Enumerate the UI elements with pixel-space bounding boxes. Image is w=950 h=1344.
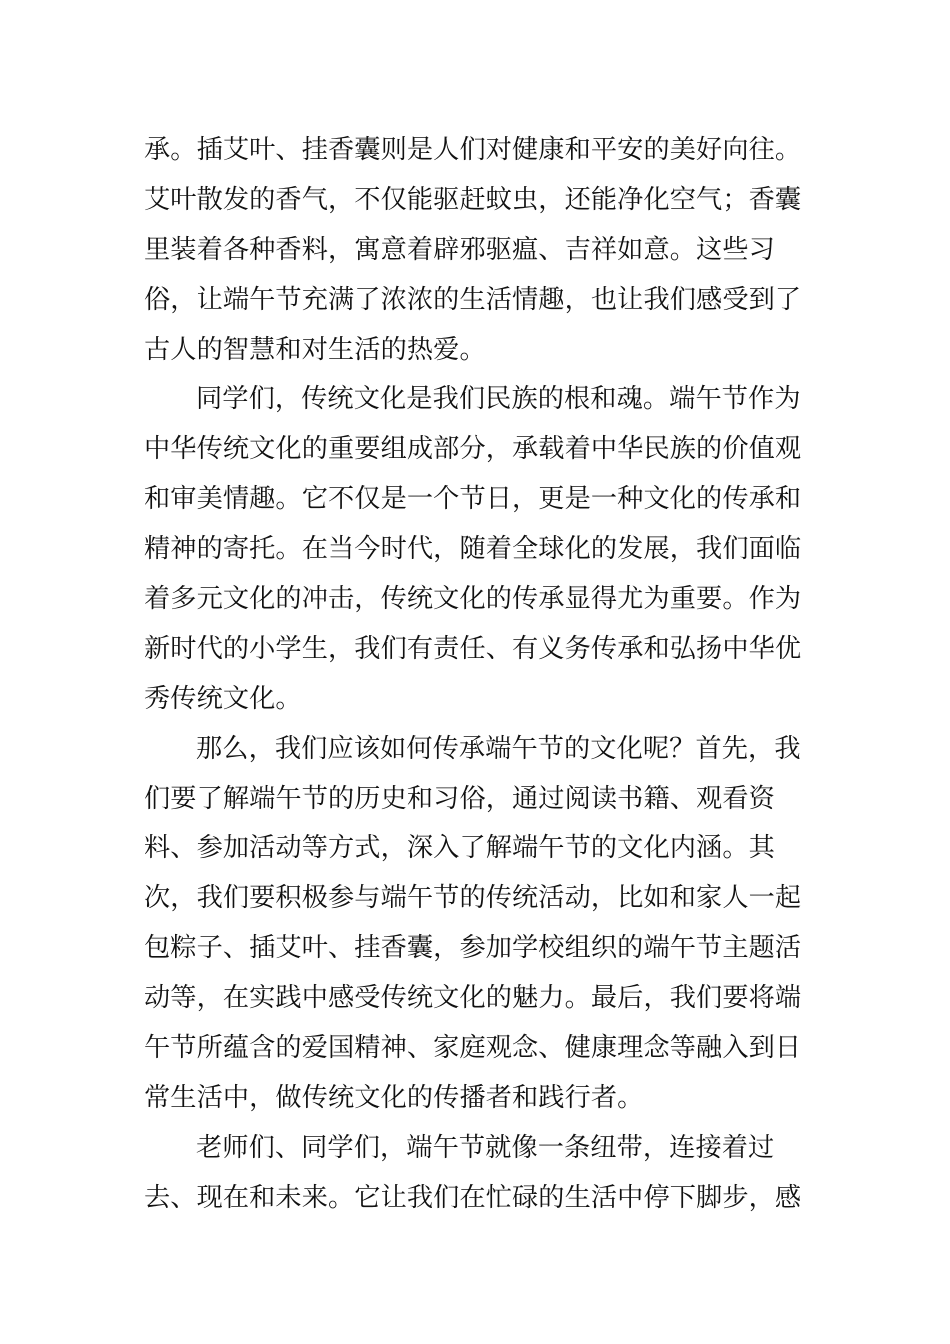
text-line: 们要了解端午节的历史和习俗，通过阅读书籍、观看资 [144,783,775,814]
text-line: 俗，让端午节充满了浓浓的生活情趣，也让我们感受到了 [144,284,802,315]
text-line: 古人的智慧和对生活的热爱。 [144,334,486,365]
text-line: 承。插艾叶、挂香囊则是人们对健康和平安的美好向往。 [144,135,802,165]
text-line: 新时代的小学生，我们有责任、有义务传承和弘扬中华优 [144,633,802,664]
text-line: 里装着各种香料，寓意着辟邪驱瘟、吉祥如意。这些习 [144,234,775,265]
text-line: 去、现在和未来。它让我们在忙碌的生活中停下脚步，感 [144,1182,802,1213]
text-line: 中华传统文化的重要组成部分，承载着中华民族的价值观 [144,434,802,465]
text-line: 秀传统文化。 [144,683,302,714]
text-line: 料、参加活动等方式，深入了解端午节的文化内涵。其 [144,833,775,864]
paragraph-first-line: 同学们，传统文化是我们民族的根和魂。端午节作为 [196,384,801,415]
text-line: 包粽子、插艾叶、挂香囊，参加学校组织的端午节主题活 [144,933,802,964]
text-line: 动等，在实践中感受传统文化的魅力。最后，我们要将端 [144,983,802,1014]
speech-text [144,126,808,1224]
text-line: 着多元文化的冲击，传统文化的传承显得尤为重要。作为 [144,584,802,615]
text-line: 午节所蕴含的爱国精神、家庭观念、健康理念等融入到日 [144,1033,802,1064]
paragraph-first-line: 那么，我们应该如何传承端午节的文化呢？首先，我 [196,733,801,764]
paragraph-first-line: 老师们、同学们，端午节就像一条纽带，连接着过 [196,1132,775,1163]
text-line: 和审美情趣。它不仅是一个节日，更是一种文化的传承和 [144,484,802,515]
text-line: 精神的寄托。在当今时代，随着全球化的发展，我们面临 [144,534,802,565]
text-line: 艾叶散发的香气，不仅能驱赶蚊虫，还能净化空气；香囊 [144,184,802,215]
text-line: 常生活中，做传统文化的传播者和践行者。 [144,1082,644,1113]
text-line: 次，我们要积极参与端午节的传统活动，比如和家人一起 [144,883,802,914]
